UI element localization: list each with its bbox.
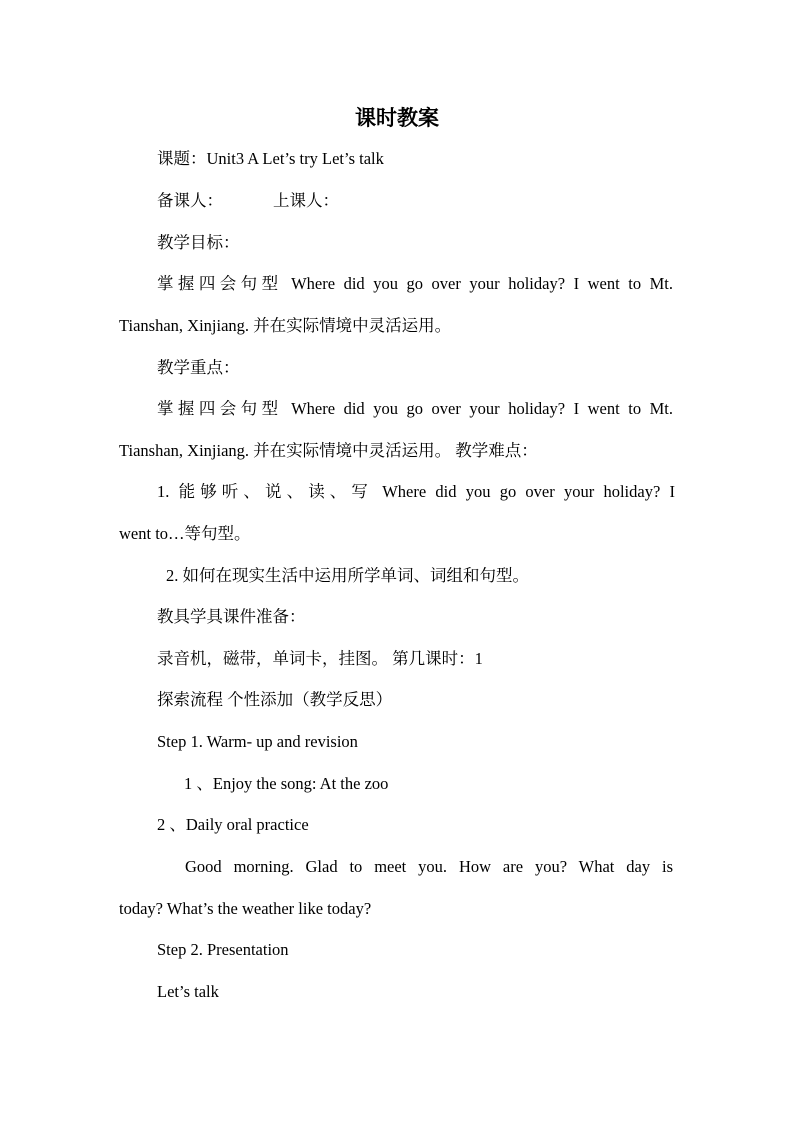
page-title: 课时教案	[355, 106, 439, 130]
greeting-line-2: today? What’s the weather like today?	[119, 899, 372, 918]
step-1-item-2: 2 、Daily oral practice	[157, 815, 309, 834]
teacher-label: 上课人：	[273, 191, 339, 210]
tools-list: 录音机，磁带，单词卡，挂图。 第几课时：1	[157, 649, 483, 668]
objectives-line-1: 掌握四会句型 Where did you go over your holiday? I went to Mt.	[157, 274, 673, 293]
difficulty-1-line-1: 1. 能够听、说、读、写 Where did you go over your holiday? I	[157, 482, 675, 501]
step-1-item-1: 1 、Enjoy the song: At the zoo	[184, 774, 389, 793]
objectives-heading: 教学目标：	[157, 233, 240, 252]
tools-heading: 教具学具课件准备：	[157, 607, 306, 626]
lesson-topic: 课题：Unit3 A Let’s try Let’s talk	[157, 149, 384, 168]
keypoints-line-2: Tianshan, Xinjiang. 并在实际情境中灵活运用。 教学难点：	[119, 441, 538, 460]
keypoints-heading: 教学重点：	[157, 358, 240, 377]
objectives-line-2: Tianshan, Xinjiang. 并在实际情境中灵活运用。	[119, 316, 452, 335]
greeting-line-1: Good morning. Glad to meet you. How are you? What day is	[185, 857, 673, 876]
difficulty-2: 2. 如何在现实生活中运用所学单词、词组和句型。	[166, 566, 529, 585]
difficulty-1-line-2: went to…等句型。	[119, 524, 251, 543]
lets-talk-heading: Let’s talk	[157, 982, 219, 1001]
flow-heading: 探索流程 个性添加（教学反思）	[157, 690, 393, 709]
step-2-heading: Step 2. Presentation	[157, 940, 289, 959]
step-1-heading: Step 1. Warm- up and revision	[157, 732, 358, 751]
preparer-label: 备课人：	[157, 191, 223, 210]
preparer-line	[157, 191, 339, 211]
keypoints-line-1: 掌握四会句型 Where did you go over your holiday? I went to Mt.	[157, 399, 673, 418]
